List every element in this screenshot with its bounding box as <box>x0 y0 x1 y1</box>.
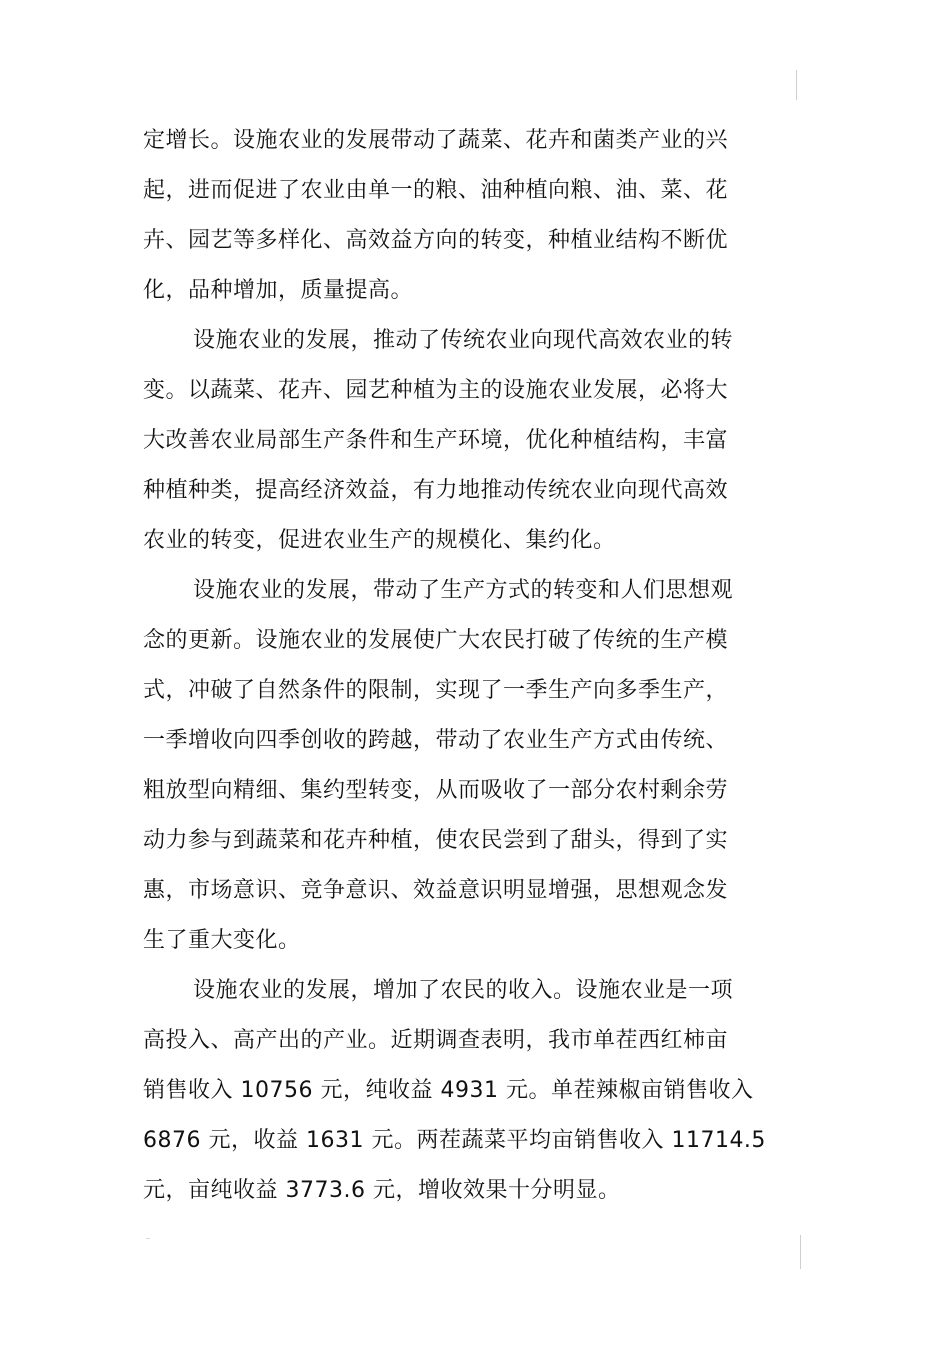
text-line: 变。以蔬菜、花卉、园艺种植为主的设施农业发展，必将大 <box>143 378 729 403</box>
text-line: 粗放型向精细、集约型转变，从而吸收了一部分农村剩余劳 <box>143 778 729 803</box>
text-line: 生了重大变化。 <box>143 928 301 953</box>
text-line: 种植种类，提高经济效益，有力地推动传统农业向现代高效 <box>143 478 729 503</box>
text-line: 卉、园艺等多样化、高效益方向的转变，种植业结构不断优 <box>143 228 729 253</box>
text-line: 设施农业的发展，增加了农民的收入。设施农业是一项 <box>193 978 734 1003</box>
body-text <box>143 121 803 1221</box>
text-line: 元，亩纯收益 3773.6 元，增收效果十分明显。 <box>143 1178 621 1203</box>
text-line: 高投入、高产出的产业。近期调查表明，我市单茬西红柿亩 <box>143 1028 729 1053</box>
text-line: 动力参与到蔬菜和花卉种植，使农民尝到了甜头，得到了实 <box>143 828 729 853</box>
text-line: 设施农业的发展，推动了传统农业向现代高效农业的转 <box>193 328 734 353</box>
page-edge-mark-bottom <box>800 1235 801 1269</box>
text-line: 惠，市场意识、竞争意识、效益意识明显增强，思想观念发 <box>143 878 729 903</box>
text-line: 销售收入 10756 元，纯收益 4931 元。单茬辣椒亩销售收入 <box>143 1078 754 1103</box>
text-line: 定增长。设施农业的发展带动了蔬菜、花卉和菌类产业的兴 <box>143 128 729 153</box>
text-line: 念的更新。设施农业的发展使广大农民打破了传统的生产模 <box>143 628 729 653</box>
text-line: 6876 元，收益 1631 元。两茬蔬菜平均亩销售收入 11714.5 <box>143 1128 766 1153</box>
text-line: 化，品种增加，质量提高。 <box>143 278 414 303</box>
text-line: 大改善农业局部生产条件和生产环境，优化种植结构，丰富 <box>143 428 729 453</box>
page-edge-mark-dot <box>146 1238 150 1239</box>
text-line: 设施农业的发展，带动了生产方式的转变和人们思想观 <box>193 578 734 603</box>
text-line: 一季增收向四季创收的跨越，带动了农业生产方式由传统、 <box>143 728 729 753</box>
text-line: 式，冲破了自然条件的限制，实现了一季生产向多季生产， <box>143 678 729 703</box>
page-edge-mark-top <box>796 70 797 100</box>
text-line: 起，进而促进了农业由单一的粮、油种植向粮、油、菜、花 <box>143 178 729 203</box>
text-line: 农业的转变，促进农业生产的规模化、集约化。 <box>143 528 616 553</box>
